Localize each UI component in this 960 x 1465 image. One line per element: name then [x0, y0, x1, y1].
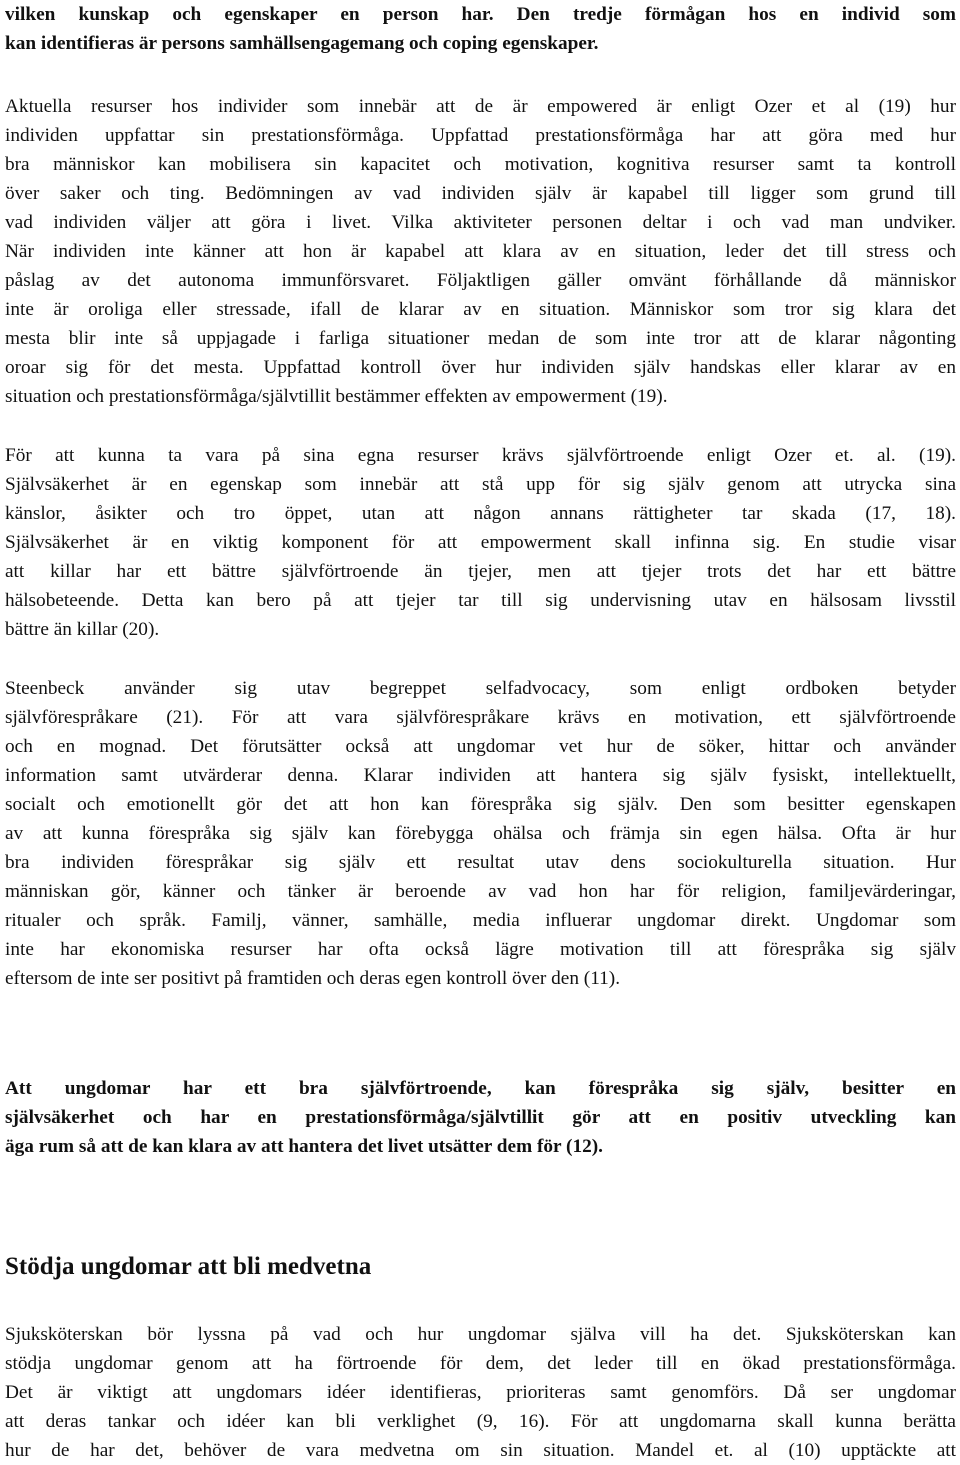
- text-line: vilken kunskap och egenskaper en person har. Den tredje förmågan hos en individ som: [5, 4, 956, 25]
- text-line: att killar har ett bättre självförtroende än tjejer, men att tjejer trots det har ett bättre: [5, 561, 956, 582]
- paragraph-3: [5, 674, 956, 993]
- text-line: mesta blir inte så uppjagade i farliga situationer medan de som inte tror att de klarar någonting: [5, 328, 956, 349]
- text-line: hälsobeteende. Detta kan bero på att tjejer tar till sig undervisning utav en hälsosam livsstil: [5, 590, 956, 611]
- text-line: inte har ekonomiska resurser har ofta också lägre motivation till att förespråka sig själv: [5, 939, 956, 960]
- text-line: Självsäkerhet är en egenskap som innebär att stå upp för sig själv genom att utrycka sina: [5, 474, 956, 495]
- text-line: och en mognad. Det förutsätter också att ungdomar vet hur de söker, hittar och använder: [5, 736, 956, 757]
- text-line: människan gör, känner och tänker är beroende av vad hon har för religion, familjevärderingar,: [5, 881, 956, 902]
- paragraph-2: [5, 441, 956, 644]
- text-line: Det är viktigt att ungdomars idéer identifieras, prioriteras samt genomförs. Då ser ungdomar: [5, 1382, 956, 1403]
- text-line: bra individen förespråkar sig själv ett resultat utav dens sociokulturella situation. Hur: [5, 852, 956, 873]
- text-line: Steenbeck använder sig utav begreppet selfadvocacy, som enligt ordboken betyder: [5, 678, 956, 699]
- paragraph-1: [5, 92, 956, 411]
- text-line: inte är oroliga eller stressade, ifall de klarar av en situation. Människor som tror sig klara det: [5, 299, 956, 320]
- top-fragment-paragraph: [5, 0, 956, 58]
- text-line: Självsäkerhet är en viktig komponent för att empowerment skall infinna sig. En studie visar: [5, 532, 956, 553]
- text-line: Sjuksköterskan bör lyssna på vad och hur ungdomar själva vill ha det. Sjuksköterskan kan: [5, 1324, 956, 1345]
- text-line: kan identifieras är persons samhällsengagemang och coping egenskaper.: [5, 33, 599, 54]
- text-line: över saker och ting. Bedömningen av vad individen själv är kapabel till ligger som grund till: [5, 183, 956, 204]
- text-line: känslor, åsikter och tro öppet, utan att någon annans rättigheter tar skada (17, 18).: [5, 503, 956, 524]
- text-line: äga rum så att de kan klara av att hantera det livet utsätter dem för (12).: [5, 1136, 604, 1157]
- text-line: bra människor kan mobilisera sin kapacitet och motivation, kognitiva resurser samt ta kontroll: [5, 154, 956, 175]
- bold-summary-paragraph: [5, 1074, 956, 1161]
- text-line: påslag av det autonoma immunförsvaret. Följaktligen gäller omvänt förhållande då människor: [5, 270, 956, 291]
- text-line: självsäkerhet och har en prestationsförmåga/självtillit gör att en positiv utveckling kan: [5, 1107, 956, 1128]
- text-line: eftersom de inte ser positivt på framtiden och deras egen kontroll över den (11).: [5, 968, 621, 989]
- text-line: av att kunna förespråka sig själv kan förebygga ohälsa och främja sin egen hälsa. Ofta är hur: [5, 823, 956, 844]
- text-line: hur de har det, behöver de vara medvetna om sin situation. Mandel et. al (10) upptäckte att: [5, 1440, 956, 1461]
- text-line: socialt och emotionellt gör det att hon kan förespråka sig själv. Den som besitter egenskapen: [5, 794, 956, 815]
- text-line: individen uppfattar sin prestationsförmåga. Uppfattad prestationsförmåga har att göra med hur: [5, 125, 956, 146]
- text-line: När individen inte känner att hon är kapabel att klara av en situation, leder det till stress och: [5, 241, 956, 262]
- paragraph-4: [5, 1320, 956, 1465]
- text-line: vad individen väljer att göra i livet. Vilka aktiviteter personen deltar i och vad man undviker.: [5, 212, 956, 233]
- text-line: ritualer och språk. Familj, vänner, samhälle, media influerar ungdomar direkt. Ungdomar som: [5, 910, 956, 931]
- text-line: att deras tankar och idéer kan bli verklighet (9, 16). För att ungdomarna skall kunna berätta: [5, 1411, 956, 1432]
- section-heading: Stödja ungdomar att bli medvetna: [5, 1253, 372, 1280]
- text-line: För att kunna ta vara på sina egna resurser krävs självförtroende enligt Ozer et. al. (19).: [5, 445, 956, 466]
- text-line: information samt utvärderar denna. Klarar individen att hantera sig själv fysiskt, intellektuellt,: [5, 765, 956, 786]
- text-line: Aktuella resurser hos individer som innebär att de är empowered är enligt Ozer et al (19) hur: [5, 96, 956, 117]
- text-line: situation och prestationsförmåga/självtillit bestämmer effekten av empowerment (19).: [5, 386, 668, 407]
- text-line: bättre än killar (20).: [5, 619, 160, 640]
- text-line: Att ungdomar har ett bra självförtroende, kan förespråka sig själv, besitter en: [5, 1078, 956, 1099]
- text-line: oroar sig för det mesta. Uppfattad kontroll över hur individen själv handskas eller klarar av en: [5, 357, 956, 378]
- text-line: självförespråkare (21). För att vara självförespråkare krävs en motivation, ett självförtroende: [5, 707, 956, 728]
- text-line: stödja ungdomar genom att ha förtroende för dem, det leder till en ökad prestationsförmåga.: [5, 1353, 956, 1374]
